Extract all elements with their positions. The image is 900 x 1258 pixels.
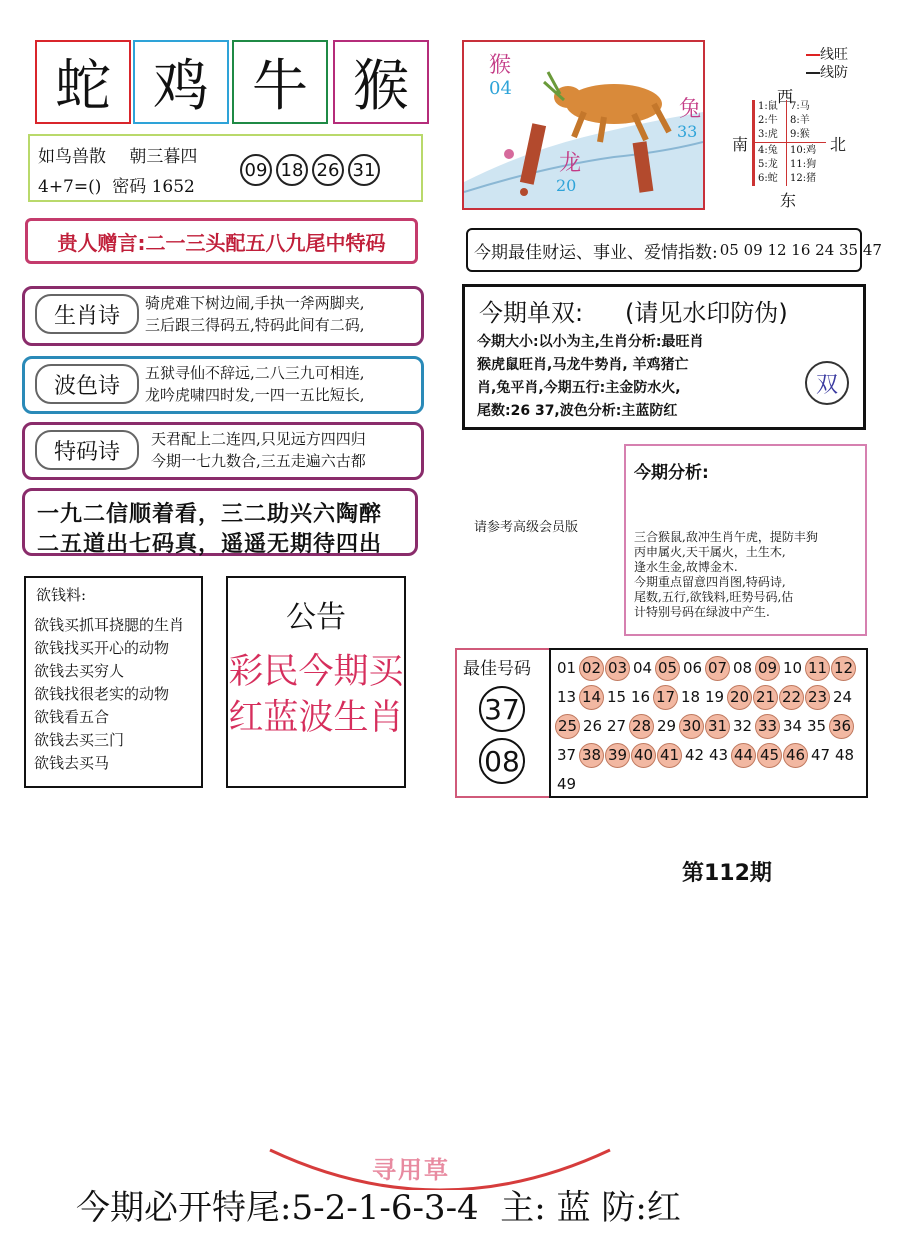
highlighted-number: 39 (605, 743, 630, 768)
highlighted-number: 40 (631, 743, 656, 768)
highlighted-number: 44 (731, 743, 756, 768)
poem-line: 五狱寻仙不辞远,二八三九可相连, (145, 364, 365, 382)
compass-zodiac: 5:龙 (758, 159, 778, 170)
analysis-box (624, 444, 867, 636)
highlighted-number: 25 (555, 714, 580, 739)
number-grid-row (555, 712, 866, 741)
single-double-line: 尾数:26 37,波色分析:主蓝防红 (477, 403, 678, 419)
compass-zodiac: 4:兔 (758, 145, 778, 156)
best-numbers-box (455, 648, 551, 798)
compass-legend (806, 46, 848, 82)
poem-box-special (22, 422, 424, 480)
highlighted-number: 28 (629, 714, 654, 739)
legend-guard: 线防 (820, 65, 848, 81)
single-double-line: 今期大小:以小为主,生肖分析:最旺肖 (477, 334, 704, 350)
dragon-number: 20 (556, 176, 577, 195)
number-grid-row (555, 683, 866, 712)
grid-number: 37 (556, 746, 577, 764)
highlighted-number: 09 (755, 656, 780, 681)
highlighted-number: 14 (579, 685, 604, 710)
money-item: 欲钱去买穷人 (34, 662, 125, 680)
riddle-phrase-2: 朝三暮四 (129, 147, 198, 167)
big-poem-line: 二五道出七码真，遥遥无期待四出 (37, 532, 383, 557)
bottom-stamp: 寻用草 (372, 1156, 450, 1184)
poem-line: 骑虎难下树边闹,手执一斧两脚夹, (145, 294, 365, 312)
money-riddle-box (24, 576, 203, 788)
poem-tag: 特码诗 (35, 430, 139, 470)
grid-number: 04 (632, 659, 653, 677)
number-grid-row (555, 654, 866, 683)
money-item: 欲钱去买三门 (34, 731, 125, 749)
analysis-line: 尾数,五行,欲钱料,旺势号码,估 (634, 590, 794, 604)
compass-zodiac: 8:羊 (790, 115, 810, 126)
zodiac-box-4 (333, 40, 429, 124)
highlighted-number: 22 (779, 685, 804, 710)
single-double-line: 猴虎鼠旺肖,马龙牛势肖, 羊鸡猪亡 (477, 357, 689, 373)
money-item: 欲钱去买马 (34, 754, 110, 772)
riddle-numbers (240, 154, 384, 186)
poem-line: 三后跟三得码五,特码此间有二码, (145, 316, 365, 334)
notice-line: 红蓝波生肖 (228, 698, 404, 738)
best-numbers-label: 最佳号码 (463, 659, 531, 679)
grid-number: 10 (782, 659, 803, 677)
big-poem-line: 一九二信顺着看，三二助兴六陶醉 (37, 502, 383, 527)
analysis-line: 逢水生金,故博金木. (634, 560, 738, 574)
grid-number: 08 (732, 659, 753, 677)
highlighted-number: 41 (657, 743, 682, 768)
zodiac-label: 蛇 (55, 54, 111, 119)
grid-number: 06 (682, 659, 703, 677)
compass-zodiac: 12:猪 (790, 173, 817, 184)
noble-words-box (25, 218, 418, 264)
grid-number: 34 (782, 717, 803, 735)
analysis-line: 丙申属火,天干属火，土生木, (634, 545, 786, 559)
issue-number: 第112期 (682, 861, 772, 886)
poem-line: 龙吟虎啸四时发,一四一五比短长, (145, 386, 365, 404)
highlighted-number: 30 (679, 714, 704, 739)
grid-number: 15 (606, 688, 627, 706)
four-zodiac-picture (462, 40, 705, 210)
highlighted-number: 38 (579, 743, 604, 768)
compass-south: 南 (732, 135, 749, 154)
grid-number: 24 (832, 688, 853, 706)
compass-zodiac: 7:马 (790, 101, 810, 112)
highlighted-number: 45 (757, 743, 782, 768)
single-double-line: 肖,兔平肖,今期五行:主金防水火, (477, 380, 681, 396)
analysis-line: 三合猴鼠,敌冲生肖午虎，提防丰狗 (634, 530, 818, 544)
compass-grid (752, 100, 826, 186)
grid-number: 42 (684, 746, 705, 764)
poem-line: 今期一七九数合,三五走遍六古都 (151, 452, 366, 470)
compass-east: 东 (780, 191, 797, 210)
number-grid (549, 648, 868, 798)
grid-number: 13 (556, 688, 577, 706)
zodiac-box-2 (133, 40, 229, 124)
compass-north: 北 (830, 135, 847, 154)
zodiac-box-1 (35, 40, 131, 124)
compass-zodiac: 9:猴 (790, 129, 810, 140)
zodiac-label: 猴 (353, 54, 409, 119)
grid-number: 35 (806, 717, 827, 735)
best-number (479, 686, 525, 732)
single-double-title: 今期单双: (479, 299, 584, 327)
highlighted-number: 21 (753, 685, 778, 710)
rabbit-number: 33 (677, 122, 698, 141)
legend-prosper: 线旺 (820, 47, 848, 63)
compass-west: 西 (777, 87, 794, 106)
double-stamp (805, 361, 849, 405)
highlighted-number: 17 (653, 685, 678, 710)
highlighted-number: 11 (805, 656, 830, 681)
double-stamp-text: 双 (815, 372, 838, 398)
compass-zodiac: 1:鼠 (758, 101, 778, 112)
grid-number: 16 (630, 688, 651, 706)
riddle-number: 18 (276, 154, 308, 186)
zodiac-label: 牛 (252, 54, 308, 119)
number-grid-row (555, 741, 866, 770)
best-number (479, 738, 525, 784)
poem-tag: 生肖诗 (35, 294, 139, 334)
grid-number: 26 (582, 717, 603, 735)
highlighted-number: 23 (805, 685, 830, 710)
riddle-box (28, 134, 423, 202)
highlighted-number: 05 (655, 656, 680, 681)
grid-number: 47 (810, 746, 831, 764)
money-title: 欲钱料: (36, 586, 87, 604)
rabbit-label: 兔 (679, 97, 702, 122)
highlighted-number: 36 (829, 714, 854, 739)
highlighted-number: 07 (705, 656, 730, 681)
compass-zodiac: 3:虎 (758, 129, 778, 140)
riddle-password: 4+7=() 密码 1652 (38, 177, 195, 197)
poem-line: 天君配上二连四,只见远方四四归 (151, 430, 366, 448)
analysis-title: 今期分析: (634, 463, 709, 483)
grid-number: 19 (704, 688, 725, 706)
compass-zodiac: 11:狗 (790, 159, 817, 170)
zodiac-box-3 (232, 40, 328, 124)
grid-number: 01 (556, 659, 577, 677)
big-poem-box (22, 488, 418, 556)
analysis-line: 计特别号码在绿波中产生. (634, 605, 770, 619)
highlighted-number: 46 (783, 743, 808, 768)
fortune-label: 今期最佳财运、事业、爱情指数: (474, 242, 718, 263)
riddle-phrase-1: 如鸟兽散 (38, 147, 106, 167)
compass-zodiac: 6:蛇 (758, 173, 778, 184)
money-item: 欲钱找买开心的动物 (34, 639, 170, 657)
riddle-number: 31 (348, 154, 380, 186)
highlighted-number: 03 (605, 656, 630, 681)
poem-box-color (22, 356, 424, 414)
grid-number: 32 (732, 717, 753, 735)
highlighted-number: 02 (579, 656, 604, 681)
single-double-sub: (请见水印防伪) (625, 299, 788, 327)
fortune-index-box (466, 228, 882, 272)
best-number-text: 08 (484, 744, 520, 778)
grid-number: 18 (680, 688, 701, 706)
compass-zodiac: 10:鸡 (790, 145, 817, 156)
money-item: 欲钱找很老实的动物 (34, 685, 170, 703)
highlighted-number: 31 (705, 714, 730, 739)
compass-zodiac: 2:牛 (758, 115, 778, 126)
notice-box (226, 576, 406, 788)
grid-number: 49 (556, 775, 577, 793)
analysis-line: 今期重点留意四肖图,特码诗, (634, 575, 786, 589)
notice-line: 彩民今期买 (228, 652, 404, 692)
money-item: 欲钱看五合 (34, 708, 110, 726)
poem-box-zodiac (22, 286, 424, 346)
fortune-value: 05 09 12 16 24 35 47 (719, 241, 882, 259)
number-grid-row (555, 770, 866, 799)
best-number-text: 37 (484, 692, 520, 726)
monkey-number: 04 (489, 78, 512, 99)
zodiac-label: 鸡 (153, 54, 209, 119)
grid-number: 27 (606, 717, 627, 735)
single-double-box (462, 284, 866, 430)
highlighted-number: 33 (755, 714, 780, 739)
dragon-label: 龙 (559, 151, 582, 176)
bottom-special-tail: 今期必开特尾:5-2-1-6-3-4 主: 蓝 防:红 (76, 1188, 681, 1228)
riddle-number: 09 (240, 154, 272, 186)
riddle-number: 26 (312, 154, 344, 186)
noble-words-text: 贵人赠言:二一三头配五八九尾中特码 (57, 230, 386, 255)
highlighted-number: 12 (831, 656, 856, 681)
analysis-note: 请参考高级会员版 (474, 520, 579, 535)
poem-tag: 波色诗 (35, 364, 139, 404)
money-item: 欲钱买抓耳挠腮的生肖 (34, 616, 185, 634)
grid-number: 29 (656, 717, 677, 735)
notice-title: 公告 (286, 600, 346, 635)
grid-number: 43 (708, 746, 729, 764)
highlighted-number: 20 (727, 685, 752, 710)
grid-number: 48 (834, 746, 855, 764)
monkey-label: 猴 (489, 53, 512, 78)
